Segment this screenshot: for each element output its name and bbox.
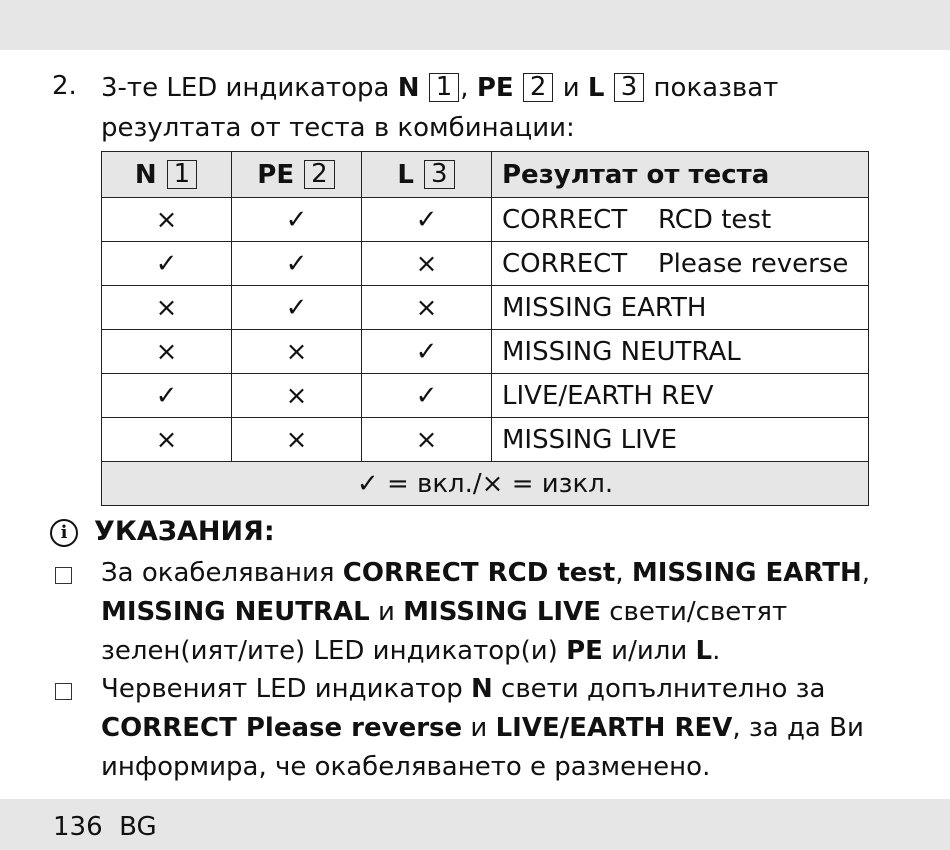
cell-pe: ✓ (232, 242, 362, 286)
header-result: Резултат от теста (492, 152, 869, 198)
intro-paragraph (101, 68, 901, 148)
cell-l: ✓ (362, 198, 492, 242)
pe-label: PE (476, 73, 514, 103)
table-row (102, 242, 869, 286)
cell-n: × (102, 286, 232, 330)
note-1: За окабелявания CORRECT RCD test, MISSING EARTH, MISSING NEUTRAL и MISSING LIVE свети/светят зелен(ият/ите) LED индикатор(и) PE и/или L. (101, 558, 871, 666)
l-number-box: 3 (614, 73, 645, 102)
table-legend-row (102, 462, 869, 506)
cell-l: ✓ (362, 330, 492, 374)
table-header-row (102, 152, 869, 198)
intro-comma: , (460, 73, 477, 103)
cell-result: MISSING LIVE (492, 418, 869, 462)
cell-result: CORRECT RCD test (492, 198, 869, 242)
cell-result: LIVE/EARTH REV (492, 374, 869, 418)
cell-result: MISSING NEUTRAL (492, 330, 869, 374)
bullet-box-icon (55, 683, 72, 700)
cell-pe: × (232, 418, 362, 462)
info-icon: i (50, 519, 78, 547)
cell-l: × (362, 418, 492, 462)
note-2: Червеният LED индикатор N свети допълнително за CORRECT Please reverse и LIVE/EARTH REV, за да Ви информира, че окабеляването е разменено. (101, 674, 864, 782)
cell-l: ✓ (362, 374, 492, 418)
l-label: L (587, 73, 605, 103)
list-number: 2. (52, 71, 77, 101)
intro-and: и (554, 73, 588, 103)
cell-n: × (102, 198, 232, 242)
header-bar (0, 0, 950, 50)
header-l: L 3 (362, 152, 492, 198)
cell-pe: × (232, 374, 362, 418)
cell-pe: ✓ (232, 286, 362, 330)
cell-pe: ✓ (232, 198, 362, 242)
table-row (102, 330, 869, 374)
cell-result: MISSING EARTH (492, 286, 869, 330)
cell-l: × (362, 242, 492, 286)
n-label: N (397, 73, 420, 103)
cell-result: CORRECT Please reverse (492, 242, 869, 286)
test-results-table (101, 151, 869, 506)
intro-text-2: показват резултата от теста в комбинации: (101, 73, 779, 143)
table-row (102, 286, 869, 330)
intro-text-1: 3-те LED индикатора (101, 73, 398, 103)
notes-heading: i УКАЗАНИЯ: (50, 516, 275, 547)
cell-n: × (102, 418, 232, 462)
n-number-box: 1 (429, 73, 460, 102)
table-row (102, 198, 869, 242)
table-row (102, 374, 869, 418)
cell-n: × (102, 330, 232, 374)
pe-number-box: 2 (523, 73, 554, 102)
cell-n: ✓ (102, 242, 232, 286)
page-number: 136 BG (53, 812, 157, 842)
cell-l: × (362, 286, 492, 330)
header-n: N 1 (102, 152, 232, 198)
table-legend: ✓ = вкл./× = изкл. (102, 462, 869, 506)
header-pe: PE 2 (232, 152, 362, 198)
bullet-box-icon (55, 567, 72, 584)
table-row (102, 418, 869, 462)
cell-pe: × (232, 330, 362, 374)
cell-n: ✓ (102, 374, 232, 418)
